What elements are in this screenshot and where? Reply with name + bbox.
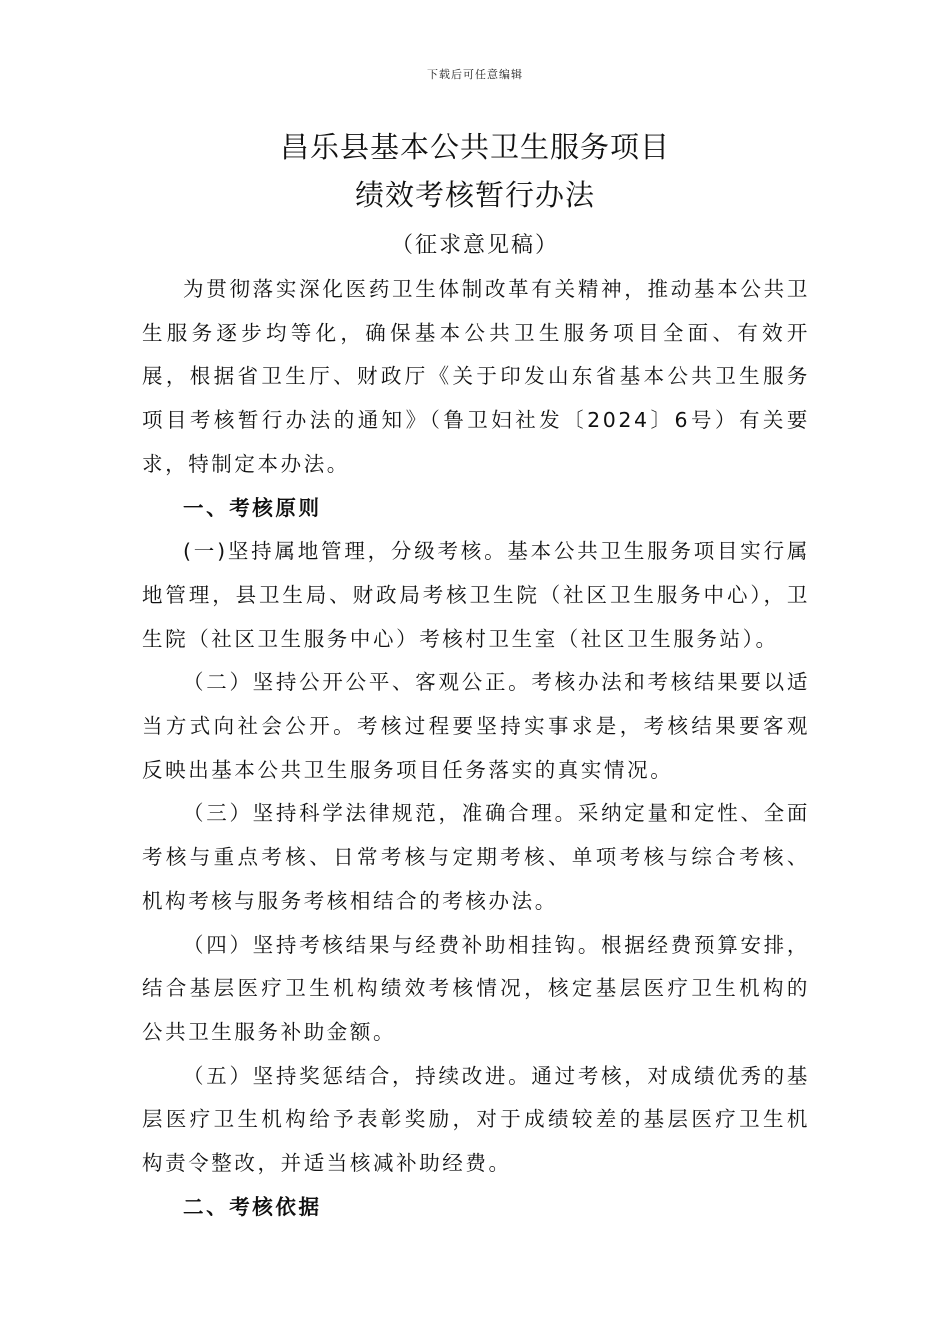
principle-3-paragraph: （三）坚持科学法律规范，准确合理。采纳定量和定性、全面考核与重点考核、日常考核与定期考核、单项考核与综合考核、机构考核与服务考核相结合的考核办法。 — [142, 801, 810, 913]
section-1-heading: 一、考核原则 — [183, 495, 322, 520]
document-subtitle: （征求意见稿） — [390, 233, 559, 258]
principle-5-paragraph: （五）坚持奖惩结合，持续改进。通过考核，对成绩优秀的基层医疗卫生机构给予表彰奖励，对于成绩较差的基层医疗卫生机构责令整改，并适当核减补助经费。 — [142, 1063, 810, 1176]
document-body — [142, 268, 810, 1229]
intro-paragraph: 为贯彻落实深化医药卫生体制改革有关精神，推动基本公共卫生服务逐步均等化，确保基本公共卫生服务项目全面、有效开展，根据省卫生厅、财政厅《关于印发山东省基本公共卫生服务项目考核暂行办法的通知》（鲁卫妇社发〔2024〕6号）有关要求，特制定本办法。 — [142, 277, 810, 476]
document-title-line-1: 昌乐县基本公共卫生服务项目 — [279, 130, 670, 164]
principle-2-paragraph: （二）坚持公开公平、客观公正。考核办法和考核结果要以适当方式向社会公开。考核过程要坚持实事求是，考核结果要客观反映出基本公共卫生服务项目任务落实的真实情况。 — [142, 670, 810, 782]
section-2-heading: 二、考核依据 — [183, 1194, 322, 1219]
principle-4-paragraph: （四）坚持考核结果与经费补助相挂钩。根据经费预算安排，结合基层医疗卫生机构绩效考核情况，核定基层医疗卫生机构的公共卫生服务补助金额。 — [142, 932, 810, 1044]
download-note: 下载后可任意编辑 — [427, 68, 523, 81]
principle-1-paragraph: (一)坚持属地管理，分级考核。基本公共卫生服务项目实行属地管理，县卫生局、财政局考核卫生院（社区卫生服务中心），卫生院（社区卫生服务中心）考核村卫生室（社区卫生服务站）。 — [142, 539, 810, 651]
document-title-line-2: 绩效考核暂行办法 — [354, 178, 595, 212]
